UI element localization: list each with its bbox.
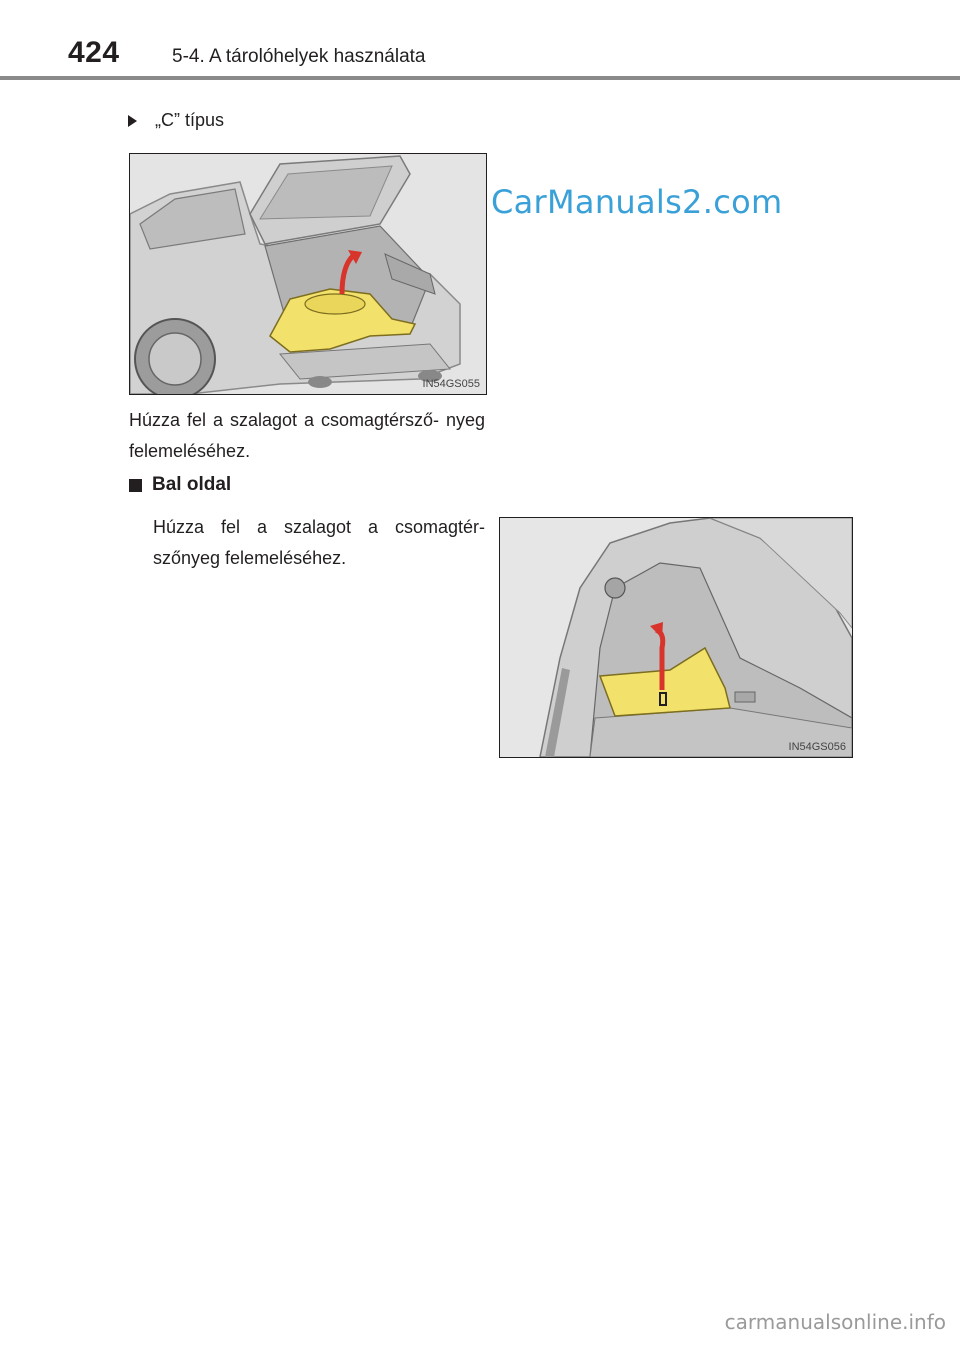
square-bullet-icon xyxy=(129,479,142,492)
figure-code: IN54GS055 xyxy=(422,378,480,390)
figure-trunk-left-side xyxy=(499,517,853,758)
figure-code: IN54GS056 xyxy=(788,741,846,753)
figure-trunk-open xyxy=(129,153,487,395)
watermark: CarManuals2.com xyxy=(491,183,783,221)
trunk-open-illustration xyxy=(130,154,486,394)
left-side-heading xyxy=(129,474,231,496)
triangle-bullet-icon xyxy=(128,115,137,127)
header-rule xyxy=(0,76,960,80)
left-side-paragraph: Húzza fel a szalagot a csomagtér- szőnyeg felemeléséhez. xyxy=(153,517,485,568)
page-header xyxy=(0,0,960,80)
type-label: „C” típus xyxy=(155,110,225,130)
trunk-left-side-illustration xyxy=(500,518,852,757)
page-number: 424 xyxy=(68,36,120,69)
left-side-title: Bal oldal xyxy=(152,474,232,495)
type-heading xyxy=(128,110,224,131)
instruction-paragraph: Húzza fel a szalagot a csomagtérsző- nyeg felemeléséhez. xyxy=(129,410,485,461)
section-title: 5-4. A tárolóhelyek használata xyxy=(172,46,426,67)
footer-watermark: carmanualsonline.info xyxy=(724,1310,946,1334)
